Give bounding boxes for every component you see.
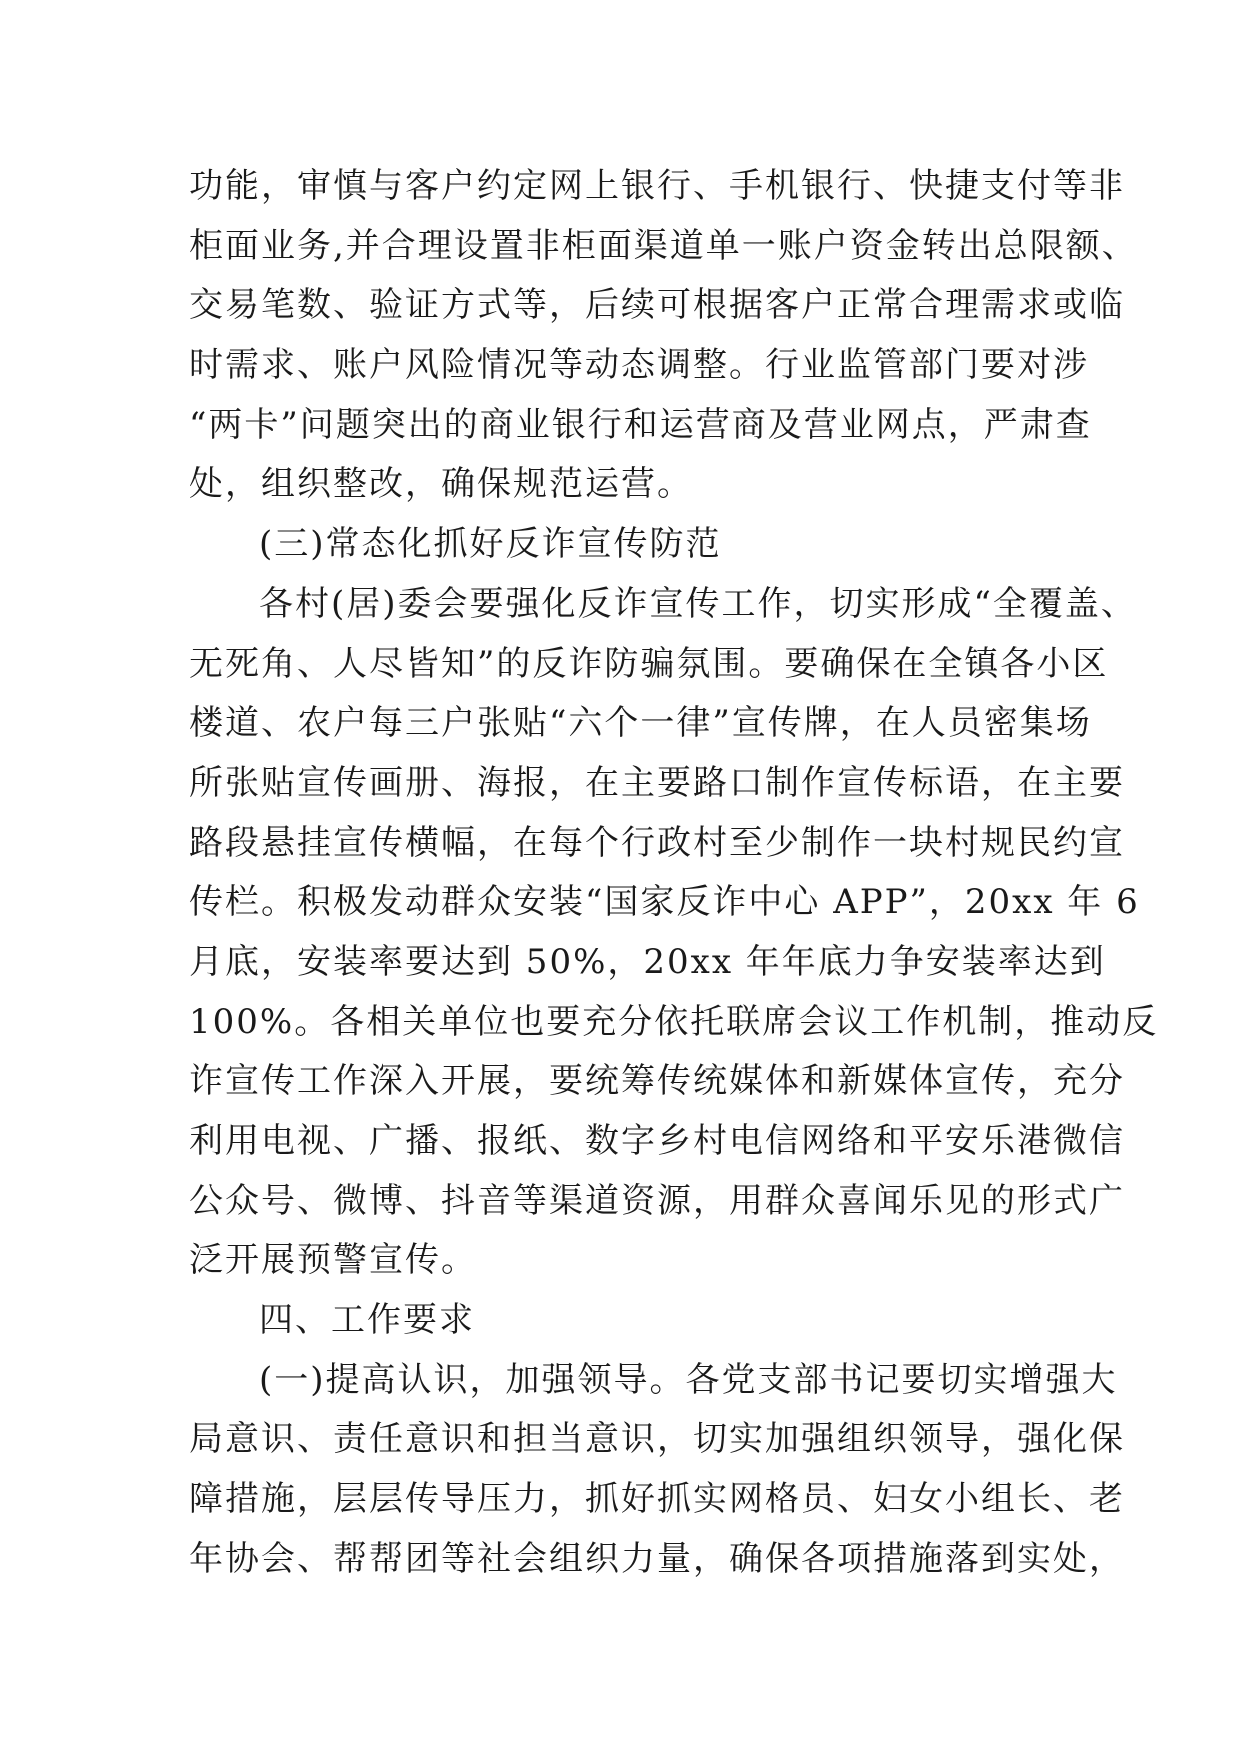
text-line: 功能，审慎与客户约定网上银行、手机银行、快捷支付等非 [189, 166, 1125, 206]
text-line: 楼道、农户每三户张贴“六个一律”宣传牌，在人员密集场 [189, 703, 1092, 744]
text-line: 年协会、帮帮团等社会组织力量，确保各项措施落到实处， [189, 1538, 1125, 1579]
body-text [189, 157, 1159, 1590]
text-line: 障措施，层层传导压力，抓好抓实网格员、妇女小组长、老 [189, 1479, 1125, 1520]
text-line: 所张贴宣传画册、海报，在主要路口制作宣传标语，在主要 [189, 762, 1125, 803]
text-line: 无死角、人尽皆知”的反诈防骗氛围。要确保在全镇各小区 [189, 643, 1109, 684]
text-line: 各村(居)委会要强化反诈宣传工作，切实形成“全覆盖、 [259, 583, 1137, 624]
text-line: 传栏。积极发动群众安装“国家反诈中心 APP”，20xx 年 6 [189, 882, 1140, 923]
text-line: 诈宣传工作深入开展，要统筹传统媒体和新媒体宣传，充分 [189, 1061, 1125, 1102]
text-line: 局意识、责任意识和担当意识，切实加强组织领导，强化保 [189, 1419, 1125, 1460]
text-line: 利用电视、广播、报纸、数字乡村电信网络和平安乐港微信 [189, 1121, 1125, 1161]
text-line: 时需求、账户风险情况等动态调整。行业监管部门要对涉 [189, 345, 1089, 386]
text-line: 月底，安装率要达到 50%，20xx 年年底力争安装率达到 [189, 941, 1106, 982]
text-line: (一)提高认识，加强领导。各党支部书记要切实增强大 [259, 1359, 1118, 1400]
text-line: 路段悬挂宣传横幅，在每个行政村至少制作一块村规民约宣 [189, 822, 1125, 863]
section-heading: 四、工作要求 [259, 1300, 475, 1341]
text-line: 公众号、微博、抖音等渠道资源，用群众喜闻乐见的形式广 [189, 1180, 1125, 1221]
text-line: 处，组织整改，确保规范运营。 [189, 464, 693, 505]
section-heading: (三)常态化抓好反诈宣传防范 [259, 524, 722, 565]
text-line: 交易笔数、验证方式等，后续可根据客户正常合理需求或临 [189, 285, 1125, 326]
text-line: 柜面业务,并合理设置非柜面渠道单一账户资金转出总限额、 [189, 225, 1138, 266]
text-line: 100%。各相关单位也要充分依托联席会议工作机制，推动反 [189, 1001, 1159, 1042]
text-line: “两卡”问题突出的商业银行和运营商及营业网点，严肃查 [189, 404, 1092, 445]
text-line: 泛开展预警宣传。 [189, 1240, 477, 1281]
